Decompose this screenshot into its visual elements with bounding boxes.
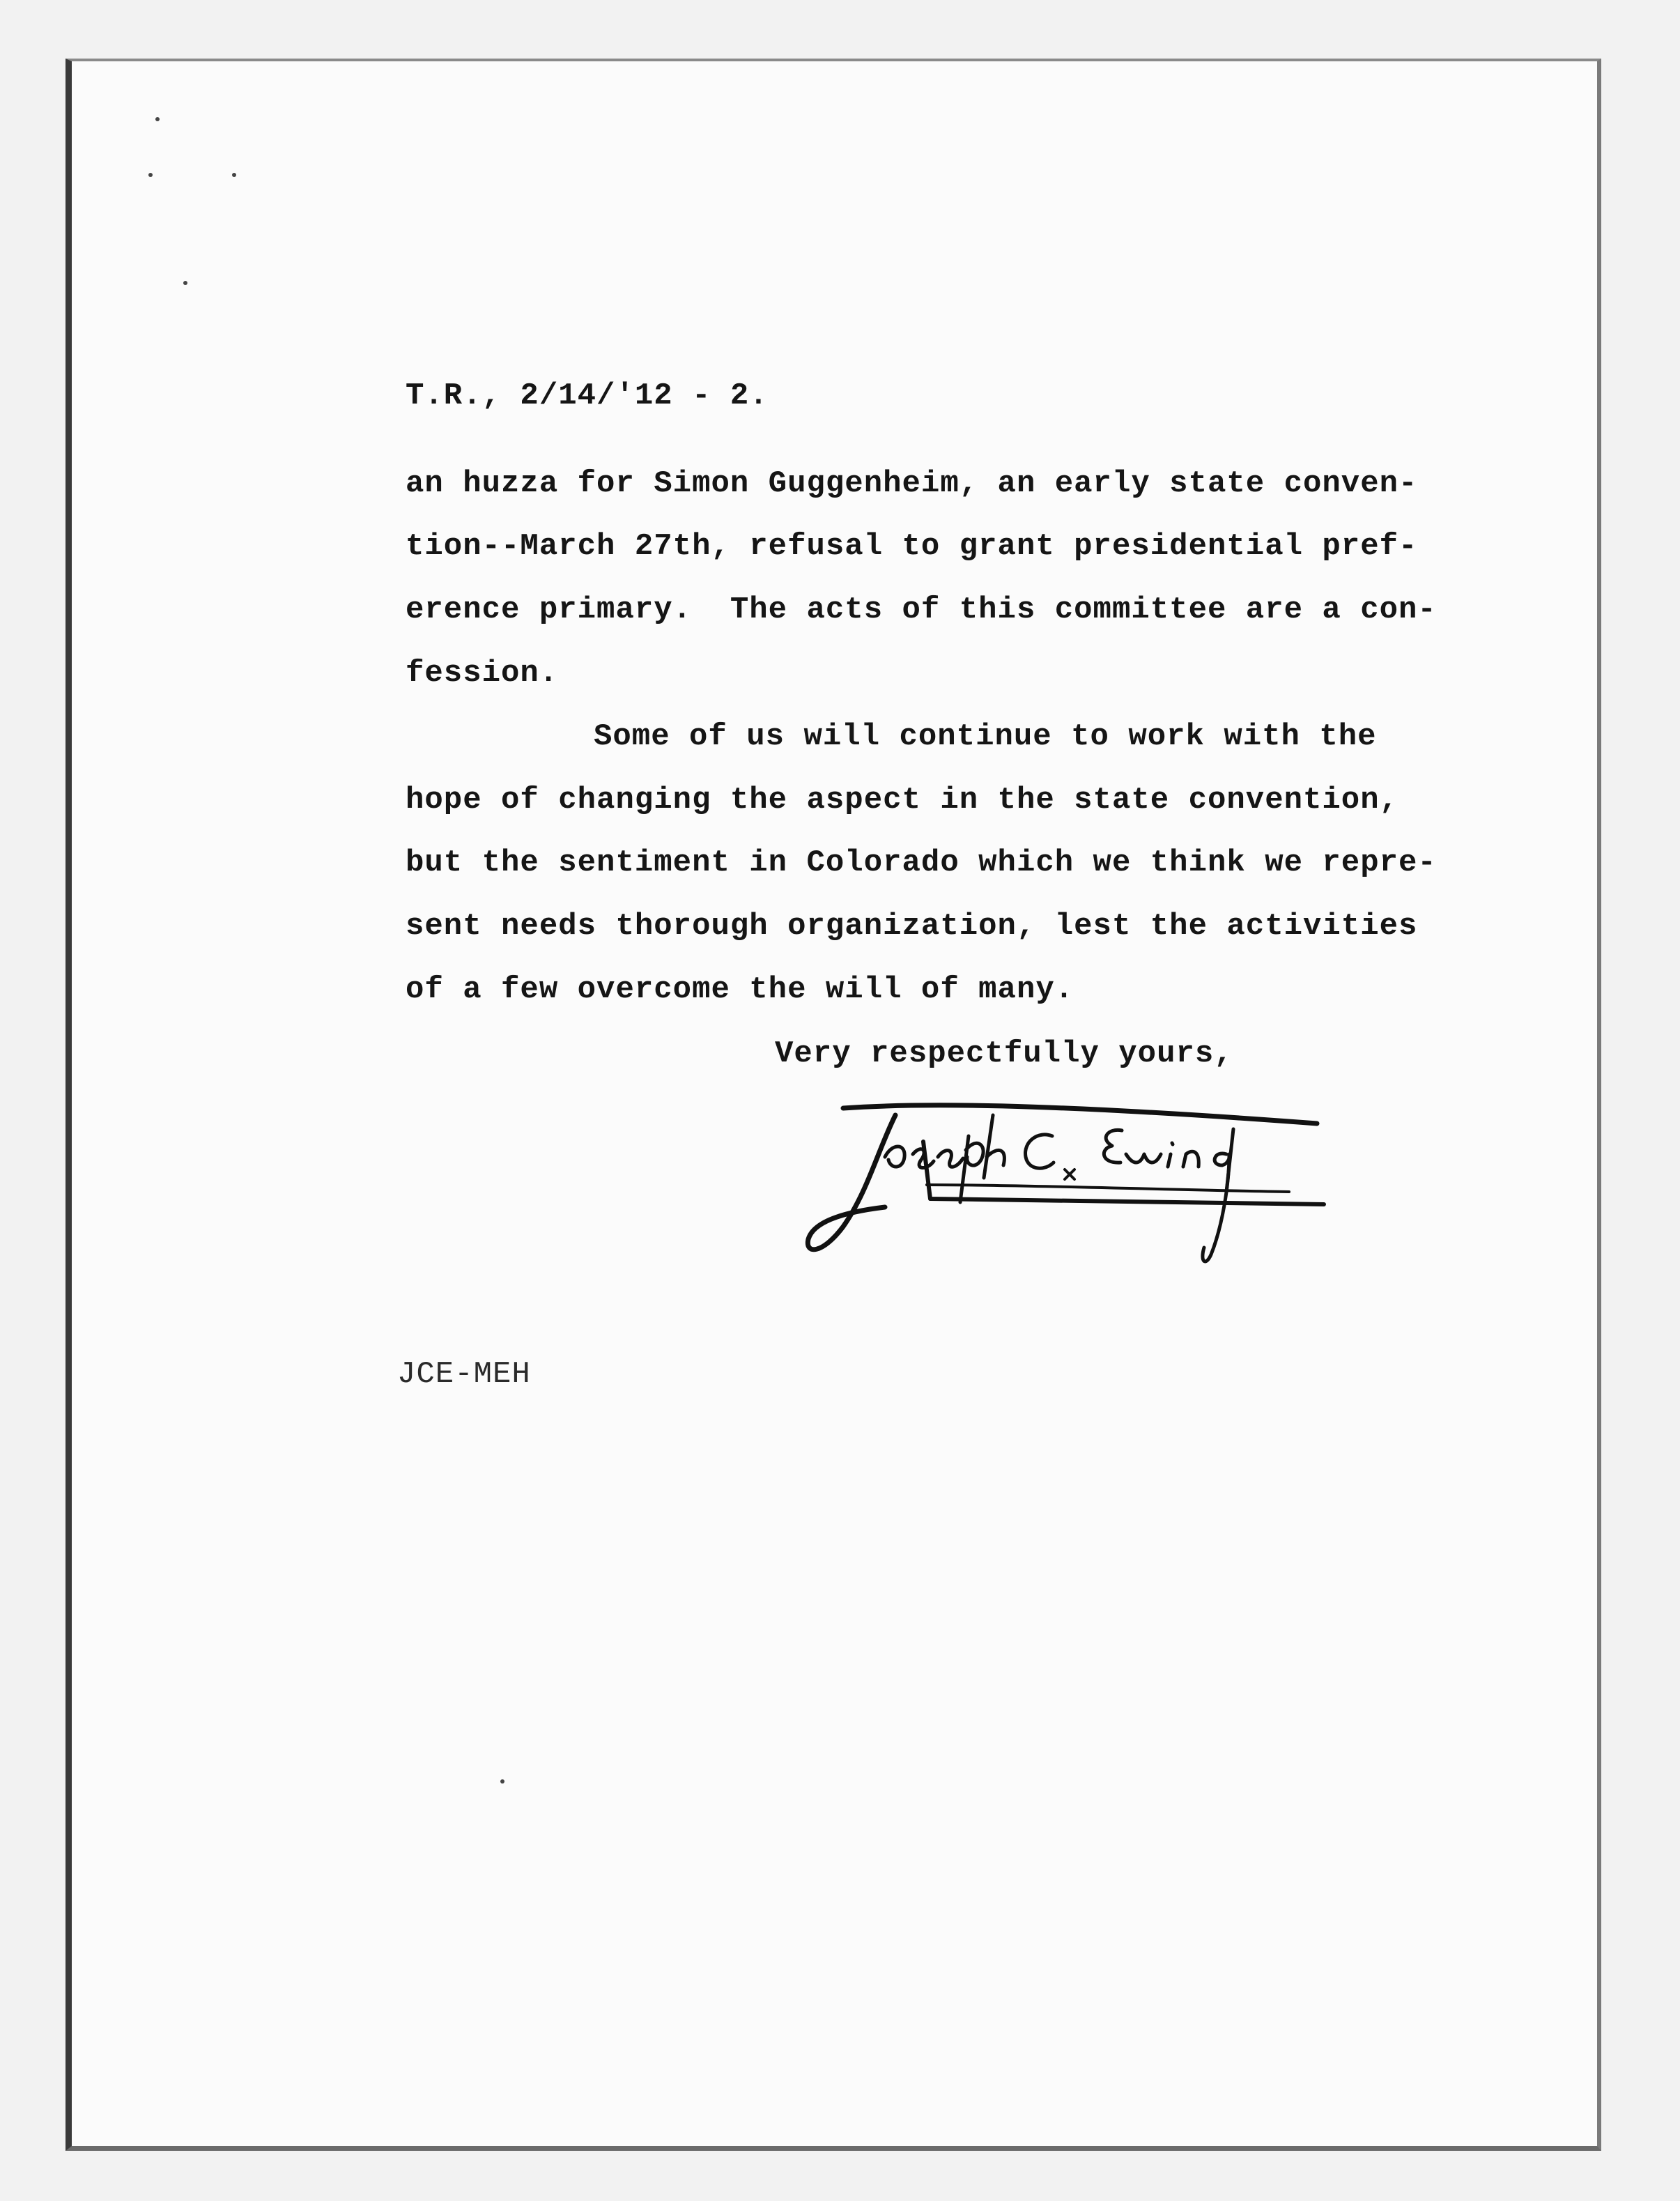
signature: [801, 1087, 1345, 1275]
body-line: Some of us will continue to work with the: [594, 719, 1377, 754]
speck: [183, 281, 187, 285]
body-line: an huzza for Simon Guggenheim, an early state conven-: [406, 466, 1418, 501]
speck: [148, 173, 153, 177]
body-line: sent needs thorough organization, lest the activities: [406, 909, 1418, 944]
body-line: fession.: [406, 656, 559, 691]
body-line: hope of changing the aspect in the state convention,: [406, 783, 1399, 818]
speck: [155, 117, 160, 121]
closing: Very respectfully yours,: [775, 1036, 1233, 1071]
body-line: but the sentiment in Colorado which we think we repre-: [406, 845, 1437, 880]
body-line: erence primary. The acts of this committee are a con-: [406, 592, 1437, 627]
page-header: T.R., 2/14/'12 - 2.: [406, 378, 769, 413]
body-line: of a few overcome the will of many.: [406, 972, 1074, 1007]
speck: [500, 1779, 504, 1784]
typist-initials: JCE-MEH: [397, 1357, 531, 1392]
body-line: tion--March 27th, refusal to grant presidential pref-: [406, 529, 1418, 564]
speck: [232, 173, 236, 177]
